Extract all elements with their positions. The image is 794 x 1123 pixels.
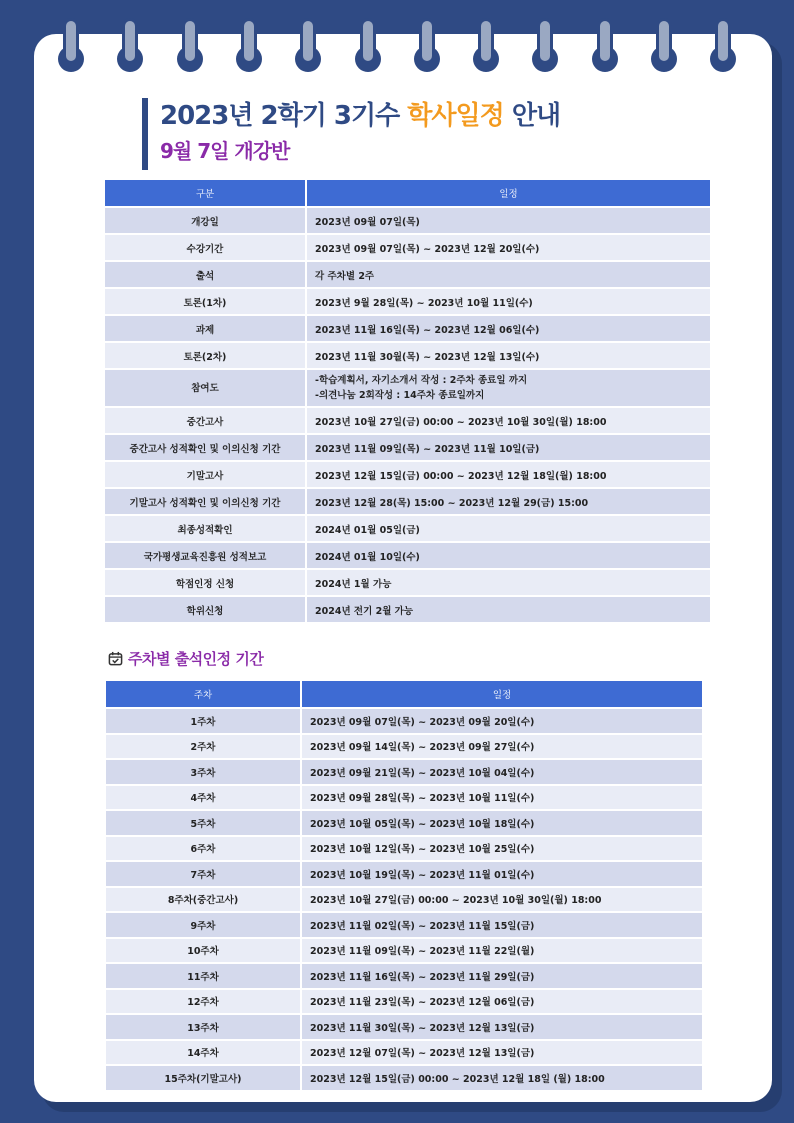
table-row bbox=[105, 235, 710, 260]
schedule-label: 중간고사 bbox=[105, 408, 307, 433]
binding-ring bbox=[175, 12, 205, 74]
table-row bbox=[106, 837, 702, 861]
table-row bbox=[105, 316, 710, 341]
table-row bbox=[106, 1066, 702, 1090]
table-row bbox=[105, 262, 710, 287]
table-row bbox=[106, 1015, 702, 1039]
schedule-value: 각 주차별 2주 bbox=[307, 262, 710, 287]
table-row bbox=[105, 435, 710, 460]
spiral-binding bbox=[0, 0, 794, 80]
schedule-label: 개강일 bbox=[105, 208, 307, 233]
table-row bbox=[106, 786, 702, 810]
schedule-value: 2024년 01월 10일(수) bbox=[307, 543, 710, 568]
table-row bbox=[105, 462, 710, 487]
week-period: 2023년 09월 21일(목) ~ 2023년 10월 04일(수) bbox=[302, 760, 702, 784]
table-row bbox=[106, 735, 702, 759]
binding-ring bbox=[234, 12, 264, 74]
week-period: 2023년 10월 19일(목) ~ 2023년 11월 01일(수) bbox=[302, 862, 702, 886]
table-row bbox=[105, 289, 710, 314]
schedule-value: 2023년 12월 28(목) 15:00 ~ 2023년 12월 29(금) 15:00 bbox=[307, 489, 710, 514]
week-label: 3주차 bbox=[106, 760, 302, 784]
schedule-label: 국가평생교육진흥원 성적보고 bbox=[105, 543, 307, 568]
schedule-label: 기말고사 성적확인 및 이의신청 기간 bbox=[105, 489, 307, 514]
schedule-label: 과제 bbox=[105, 316, 307, 341]
week-period: 2023년 12월 07일(목) ~ 2023년 12월 13일(금) bbox=[302, 1041, 702, 1065]
week-label: 7주차 bbox=[106, 862, 302, 886]
title-block bbox=[142, 98, 560, 170]
week-period: 2023년 10월 05일(목) ~ 2023년 10월 18일(수) bbox=[302, 811, 702, 835]
schedule-value: 2023년 11월 30월(목) ~ 2023년 12월 13일(수) bbox=[307, 343, 710, 368]
title-main: 2023년 2학기 3기수 bbox=[160, 101, 400, 131]
weekly-attendance-table bbox=[106, 679, 702, 1092]
week-label: 6주차 bbox=[106, 837, 302, 861]
binding-ring bbox=[471, 12, 501, 74]
binding-ring bbox=[115, 12, 145, 74]
column-header: 일정 bbox=[307, 180, 710, 206]
attendance-heading-text: 주차별 출석인정 기간 bbox=[128, 650, 264, 668]
table-row bbox=[105, 408, 710, 433]
schedule-label: 참여도 bbox=[105, 370, 307, 406]
week-label: 9주차 bbox=[106, 913, 302, 937]
week-period: 2023년 11월 16일(목) ~ 2023년 11월 29일(금) bbox=[302, 964, 702, 988]
schedule-value: 2024년 01월 05일(금) bbox=[307, 516, 710, 541]
binding-ring bbox=[530, 12, 560, 74]
table-row bbox=[105, 208, 710, 233]
week-label: 1주차 bbox=[106, 709, 302, 733]
week-period: 2023년 10월 12일(목) ~ 2023년 10월 25일(수) bbox=[302, 837, 702, 861]
week-period: 2023년 09월 14일(목) ~ 2023년 09월 27일(수) bbox=[302, 735, 702, 759]
week-label: 15주차(기말고사) bbox=[106, 1066, 302, 1090]
schedule-value: 2024년 1월 가능 bbox=[307, 570, 710, 595]
schedule-value: 2023년 09월 07일(목) ~ 2023년 12월 20일(수) bbox=[307, 235, 710, 260]
binding-ring bbox=[293, 12, 323, 74]
week-period: 2023년 09월 28일(목) ~ 2023년 10월 11일(수) bbox=[302, 786, 702, 810]
column-header: 구분 bbox=[105, 180, 307, 206]
title-accent: 학사일정 bbox=[407, 101, 504, 131]
table-row bbox=[106, 964, 702, 988]
schedule-label: 최종성적확인 bbox=[105, 516, 307, 541]
week-label: 14주차 bbox=[106, 1041, 302, 1065]
binding-ring bbox=[590, 12, 620, 74]
table-row bbox=[105, 370, 710, 406]
table-row bbox=[105, 489, 710, 514]
table-row bbox=[105, 516, 710, 541]
schedule-label: 학점인정 신청 bbox=[105, 570, 307, 595]
week-period: 2023년 11월 23일(목) ~ 2023년 12월 06일(금) bbox=[302, 990, 702, 1014]
table-row bbox=[105, 570, 710, 595]
week-period: 2023년 10월 27일(금) 00:00 ~ 2023년 10월 30일(월) 18:00 bbox=[302, 888, 702, 912]
title-end: 안내 bbox=[511, 101, 561, 131]
week-label: 12주차 bbox=[106, 990, 302, 1014]
schedule-value: 2023년 10월 27일(금) 00:00 ~ 2023년 10월 30일(월) 18:00 bbox=[307, 408, 710, 433]
table-row bbox=[105, 597, 710, 622]
table-row bbox=[106, 913, 702, 937]
week-label: 13주차 bbox=[106, 1015, 302, 1039]
table-row bbox=[106, 811, 702, 835]
week-period: 2023년 12월 15일(금) 00:00 ~ 2023년 12월 18일 (월) 18:00 bbox=[302, 1066, 702, 1090]
schedule-label: 토론(1차) bbox=[105, 289, 307, 314]
table-row bbox=[106, 862, 702, 886]
schedule-value: 2023년 11월 16일(목) ~ 2023년 12월 06일(수) bbox=[307, 316, 710, 341]
table-row bbox=[106, 990, 702, 1014]
table-row bbox=[105, 543, 710, 568]
schedule-value: -학습계획서, 자기소개서 작성 : 2주차 종료일 까지 -의견나눔 2회작성 : 14주차 종료일까지 bbox=[307, 370, 710, 406]
schedule-value: 2023년 9월 28일(목) ~ 2023년 10월 11일(수) bbox=[307, 289, 710, 314]
schedule-label: 토론(2차) bbox=[105, 343, 307, 368]
week-period: 2023년 11월 02일(목) ~ 2023년 11월 15일(금) bbox=[302, 913, 702, 937]
binding-ring bbox=[412, 12, 442, 74]
week-label: 5주차 bbox=[106, 811, 302, 835]
week-label: 10주차 bbox=[106, 939, 302, 963]
week-period: 2023년 11월 30일(목) ~ 2023년 12월 13일(금) bbox=[302, 1015, 702, 1039]
table-row bbox=[105, 343, 710, 368]
academic-schedule-table bbox=[105, 178, 710, 624]
schedule-value: 2023년 11월 09일(목) ~ 2023년 11월 10일(금) bbox=[307, 435, 710, 460]
binding-ring bbox=[353, 12, 383, 74]
schedule-label: 기말고사 bbox=[105, 462, 307, 487]
table-row bbox=[106, 1041, 702, 1065]
schedule-value: 2023년 12월 15일(금) 00:00 ~ 2023년 12월 18일(월) 18:00 bbox=[307, 462, 710, 487]
week-label: 11주차 bbox=[106, 964, 302, 988]
binding-ring bbox=[56, 12, 86, 74]
binding-ring bbox=[708, 12, 738, 74]
page-title bbox=[160, 98, 560, 134]
schedule-value: 2023년 09월 07일(목) bbox=[307, 208, 710, 233]
table-header-row bbox=[105, 180, 710, 206]
attendance-section-heading bbox=[108, 648, 263, 669]
week-label: 4주차 bbox=[106, 786, 302, 810]
schedule-label: 중간고사 성적확인 및 이의신청 기간 bbox=[105, 435, 307, 460]
week-label: 2주차 bbox=[106, 735, 302, 759]
week-label: 8주차(중간고사) bbox=[106, 888, 302, 912]
table-row bbox=[106, 760, 702, 784]
calendar-check-icon bbox=[108, 651, 123, 666]
page-subtitle: 9월 7일 개강반 bbox=[160, 139, 290, 163]
table-header-row bbox=[106, 681, 702, 707]
column-header: 주차 bbox=[106, 681, 302, 707]
schedule-label: 출석 bbox=[105, 262, 307, 287]
week-period: 2023년 11월 09일(목) ~ 2023년 11월 22일(월) bbox=[302, 939, 702, 963]
table-row bbox=[106, 939, 702, 963]
schedule-label: 수강기간 bbox=[105, 235, 307, 260]
binding-ring bbox=[649, 12, 679, 74]
schedule-label: 학위신청 bbox=[105, 597, 307, 622]
week-period: 2023년 09월 07일(목) ~ 2023년 09월 20일(수) bbox=[302, 709, 702, 733]
schedule-value: 2024년 전기 2월 가능 bbox=[307, 597, 710, 622]
table-row bbox=[106, 888, 702, 912]
table-row bbox=[106, 709, 702, 733]
column-header: 일정 bbox=[302, 681, 702, 707]
